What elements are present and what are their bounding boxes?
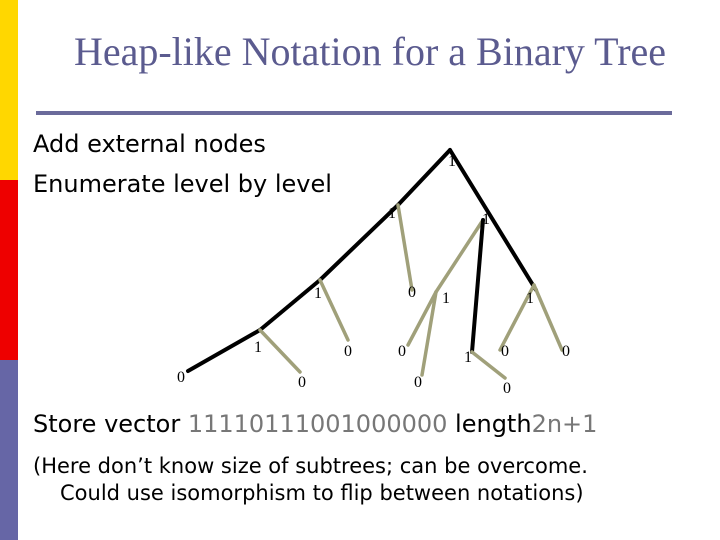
note-line-2: Could use isomorphism to flip between notations) bbox=[60, 481, 584, 505]
node-label: 1 bbox=[314, 285, 322, 302]
node-label: 0 bbox=[344, 343, 352, 360]
node-label: 0 bbox=[298, 374, 306, 391]
node-label: 1 bbox=[442, 290, 450, 307]
tree-edge bbox=[398, 205, 412, 290]
bullet-add-external-nodes: Add external nodes bbox=[33, 130, 266, 158]
store-vector-value: 11110111001000000 bbox=[187, 410, 448, 438]
tree-edge bbox=[260, 280, 320, 330]
tree-edge bbox=[534, 285, 562, 350]
node-label: 0 bbox=[414, 374, 422, 391]
store-length-expression: 2n+1 bbox=[531, 410, 598, 438]
tree-edge bbox=[472, 220, 483, 352]
node-label: 1 bbox=[526, 290, 534, 307]
node-label: 0 bbox=[398, 343, 406, 360]
store-prefix: Store vector bbox=[33, 410, 188, 438]
node-label: 0 bbox=[501, 343, 509, 360]
node-label: 1 bbox=[464, 349, 472, 366]
tree-edge bbox=[320, 280, 348, 340]
tree-edge bbox=[398, 150, 450, 205]
node-label: 1 bbox=[482, 211, 490, 228]
store-length-label: length bbox=[447, 410, 532, 438]
node-label: 0 bbox=[177, 369, 185, 386]
bullet-enumerate-levels: Enumerate level by level bbox=[33, 170, 332, 198]
node-label: 0 bbox=[562, 343, 570, 360]
tree-edge bbox=[188, 330, 260, 371]
tree-edge bbox=[320, 205, 398, 280]
node-label: 1 bbox=[254, 339, 262, 356]
note-paragraph bbox=[33, 453, 588, 507]
node-label: 1 bbox=[448, 153, 456, 170]
node-label: 0 bbox=[503, 380, 511, 397]
node-label: 1 bbox=[388, 205, 396, 222]
store-vector-line bbox=[33, 410, 597, 438]
tree-edge bbox=[450, 150, 536, 290]
note-line-1: (Here don’t know size of subtrees; can be overcome. bbox=[33, 454, 588, 478]
tree-edge bbox=[260, 330, 300, 372]
node-label: 0 bbox=[408, 284, 416, 301]
slide-title: Heap-like Notation for a Binary Tree bbox=[73, 29, 667, 74]
